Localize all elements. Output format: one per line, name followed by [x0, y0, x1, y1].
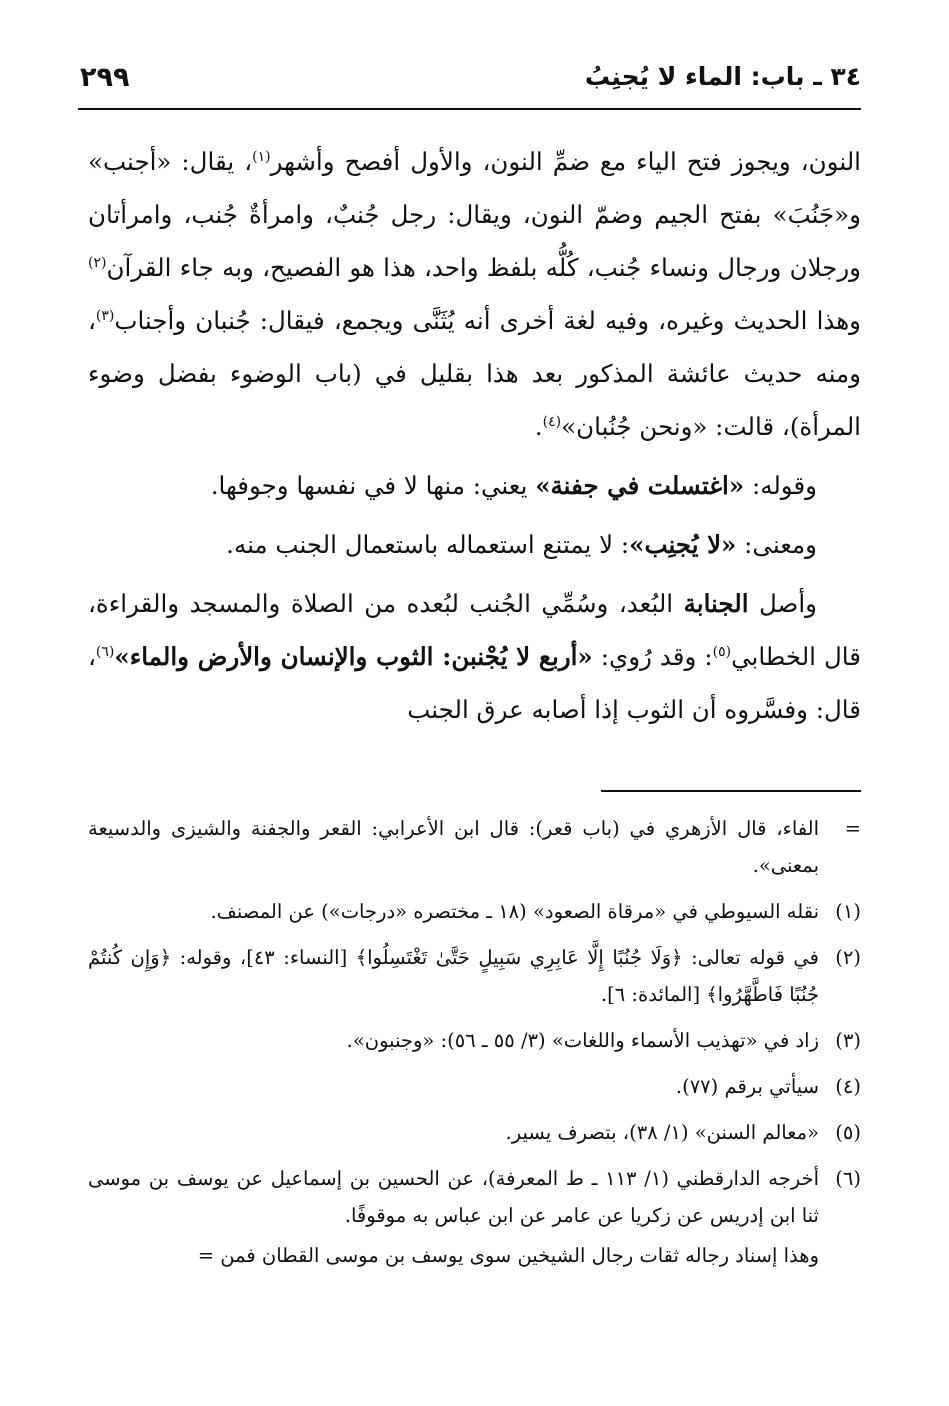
- footnote-mark: (٢): [835, 946, 861, 969]
- footnote-ref: (٤): [542, 413, 562, 430]
- footnote-item: (٦) أخرجه الدارقطني (١/ ١١٣ ـ ط المعرفة)، عن الحسين بن إسماعيل عن يوسف بن موسى ثنا ابن إدريس عن زكريا عن عامر عن ابن عباس به موقوفًا.: [88, 1160, 861, 1234]
- footnote-item: (٥) «معالم السنن» (١/ ٣٨)، بتصرف يسير.: [88, 1114, 861, 1151]
- footnote-continuation: وهذا إسناد رجاله ثقات رجال الشيخين سوى يوسف بن موسى القطان فمن =: [197, 1244, 819, 1267]
- footnote-item: (٤) سيأتي برقم (٧٧).: [88, 1068, 861, 1105]
- paragraph-2: وقوله: «اغتسلت في جفنة» يعني: منها لا في نفسها وجوفها.: [210, 471, 817, 500]
- footnote-mark: (٥): [835, 1121, 861, 1144]
- footnote-ref: (٣): [95, 307, 115, 324]
- paragraph-3: ومعنى: «لا يُجنِب»: لا يمتنع استعماله باستعمال الجنب منه.: [226, 530, 817, 559]
- paragraph-4: وأصل الجنابة البُعد، وسُمِّي الجُنب لبُعده من الصلاة والمسجد والقراءة، قال الخطابي$^{(٥)}$: وقد رُوي: «أربع لا يُجْنبن: الثوب والإنسان والأرض والماء»$^{(٦)}$، قال: وفسَّروه أن الثوب إذا أصابه عرق الجنب: [88, 589, 861, 724]
- paragraph-1: النون، ويجوز فتح الياء مع ضمِّ النون، والأول أفصح وأشهر$^{(١)}$، يقال: «أجنب» و«جَنُبَ» بفتح الجيم وضمّ النون، ويقال: رجل جُنبٌ، وامرأةٌ جُنب، وامرأتان ورجلان ورجال ونساء جُنب، كُلُّه بلفظ واحد، هذا هو الفصيح، وبه جاء القرآن$^{(٢)}$ وهذا الحديث وغيره، وفيه لغة أخرى أنه يُثَنَّى ويجمع، فيقال: جُنبان وأجناب$^{(٣)}$، ومنه حديث عائشة المذكور بعد هذا بقليل في (باب الوضوء بفضل وضوء المرأة)، قالت: «ونحن جُنُبان»$^{(٤)}$.: [88, 147, 861, 441]
- footnote-mark: (٣): [835, 1029, 861, 1052]
- footnote-ref: (١): [252, 148, 271, 165]
- footnotes: [88, 810, 861, 1283]
- footnote-item: (١) نقله السيوطي في «مرقاة الصعود» (١٨ ـ مختصره «درجات») عن المصنف.: [88, 893, 861, 930]
- footnote-mark: (٦): [835, 1167, 861, 1190]
- footnote-mark: (٤): [835, 1075, 861, 1098]
- footnote-ref: (٢): [88, 254, 107, 271]
- footnote-separator: [601, 790, 861, 792]
- chapter-title: ٣٤ ـ باب: الماء لا يُجنِبُ: [584, 62, 861, 91]
- footnote-item: = الفاء، قال الأزهري في (باب قعر): قال ابن الأعرابي: القعر والجفنة والشيزى والدسيعة بمعنى».: [88, 810, 861, 884]
- footnote-mark: =: [844, 817, 861, 840]
- footnote-mark: (١): [835, 900, 861, 923]
- main-text: [88, 135, 861, 736]
- footnote-item: (٣) زاد في «تهذيب الأسماء واللغات» (٣/ ٥٥ ـ ٥٦): «وجنبون».: [88, 1022, 861, 1059]
- footnote-item: (٢) في قوله تعالى: ﴿وَلَا جُنُبًا إِلَّا عَابِرِي سَبِيلٍ حَتَّىٰ تَغْتَسِلُوا﴾ [النساء: ٤٣]، وقوله: ﴿وَإِن كُنتُمْ جُنُبًا فَاطَّهَّرُوا﴾ [المائدة: ٦].: [88, 939, 861, 1013]
- page-number: ٢٩٩: [80, 62, 130, 93]
- page-header: [78, 58, 861, 110]
- footnote-ref: (٥): [712, 643, 732, 660]
- footnote-ref: (٦): [95, 643, 115, 660]
